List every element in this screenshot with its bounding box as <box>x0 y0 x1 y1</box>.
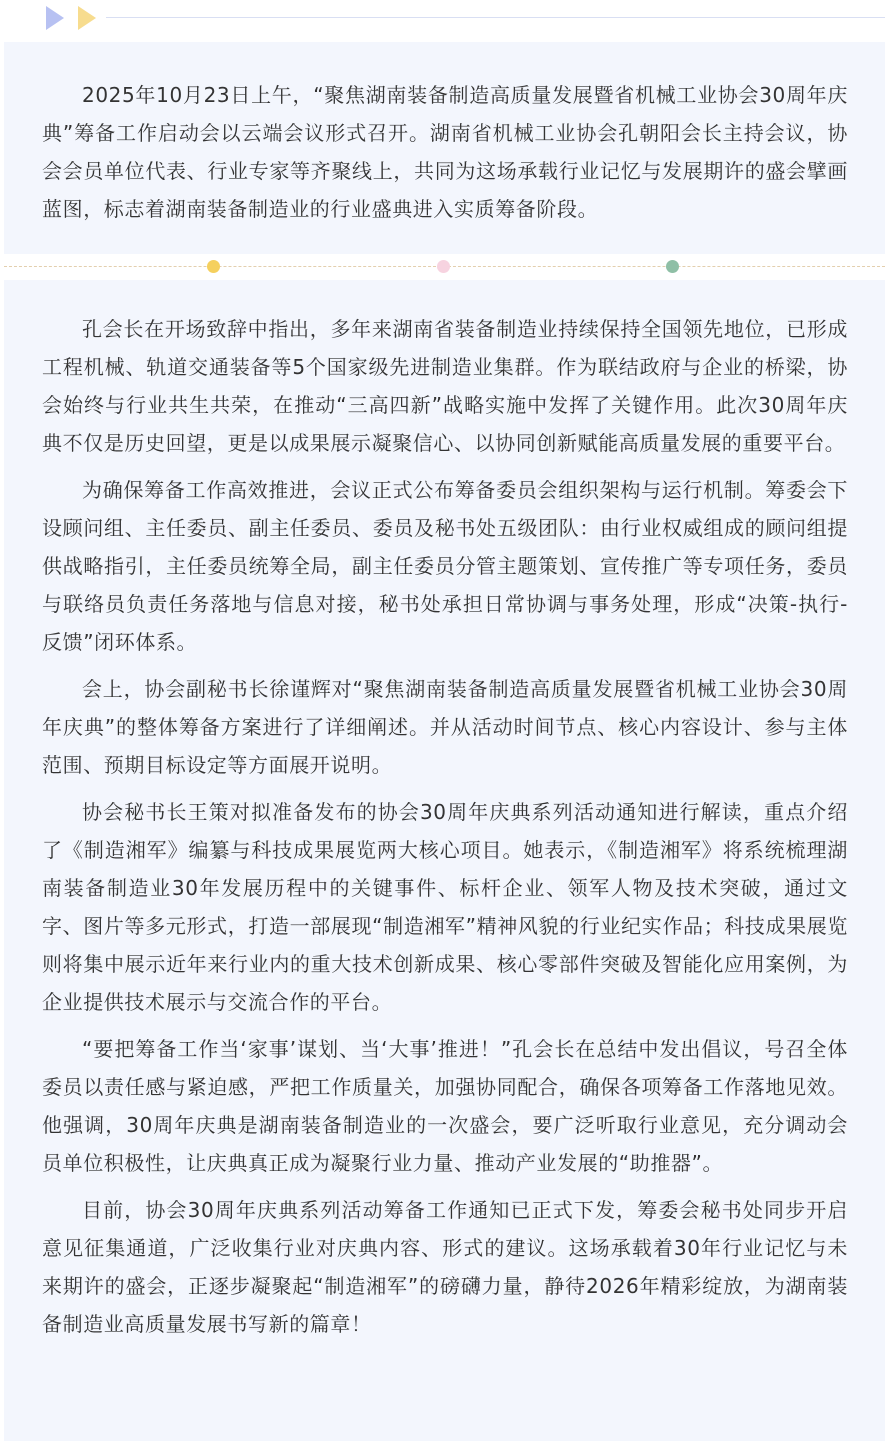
body-paragraph: 为确保筹备工作高效推进，会议正式公布筹备委员会组织架构与运行机制。筹委会下设顾问组、主任委员、副主任委员、委员及秘书处五级团队：由行业权威组成的顾问组提供战略指引，主任委员统筹全局，副主任委员分管主题策划、宣传推广等专项任务，委员与联络员负责任务落地与信息对接，秘书处承担日常协调与事务处理，形成“决策-执行-反馈”闭环体系。 <box>42 478 848 654</box>
body-paragraph: 目前，协会30周年庆典系列活动筹备工作通知已正式下发，筹委会秘书处同步开启意见征集通道，广泛收集行业对庆典内容、形式的建议。这场承载着30年行业记忆与未来期许的盛会，正逐步凝聚起“制造湘军”的磅礴力量，静待2026年精彩绽放，为湖南装备制造业高质量发展书写新的篇章！ <box>42 1198 848 1336</box>
play-arrow-icon <box>78 6 96 30</box>
intro-card <box>4 42 885 254</box>
intro-paragraph: 2025年10月23日上午，“聚焦湖南装备制造高质量发展暨省机械工业协会30周年庆典”筹备工作启动会以云端会议形式召开。湖南省机械工业协会孔朝阳会长主持会议，协会会员单位代表、行业专家等齐聚线上，共同为这场承载行业记忆与发展期许的盛会擘画蓝图，标志着湖南装备制造业的行业盛典进入实质筹备阶段。 <box>42 83 848 221</box>
body-paragraph: 孔会长在开场致辞中指出，多年来湖南省装备制造业持续保持全国领先地位，已形成工程机械、轨道交通装备等5个国家级先进制造业集群。作为联结政府与企业的桥梁，协会始终与行业共生共荣，在推动“三高四新”战略实施中发挥了关键作用。此次30周年庆典不仅是历史回望，更是以成果展示凝聚信心、以协同创新赋能高质量发展的重要平台。 <box>42 317 848 455</box>
body-card <box>4 280 885 1441</box>
yellow-dot-icon <box>207 260 220 273</box>
body-text <box>42 310 848 1352</box>
header-decoration <box>0 0 889 40</box>
header-divider-line <box>106 17 885 18</box>
pink-dot-icon <box>437 260 450 273</box>
body-paragraph: 协会秘书长王策对拟准备发布的协会30周年庆典系列活动通知进行解读，重点介绍了《制造湘军》编纂与科技成果展览两大核心项目。她表示，《制造湘军》将系统梳理湖南装备制造业30年发展历程中的关键事件、标杆企业、领军人物及技术突破，通过文字、图片等多元形式，打造一部展现“制造湘军”精神风貌的行业纪实作品；科技成果展览则将集中展示近年来行业内的重大技术创新成果、核心零部件突破及智能化应用案例，为企业提供技术展示与交流合作的平台。 <box>42 800 848 1014</box>
intro-text <box>42 76 848 228</box>
play-arrow-icon <box>46 6 64 30</box>
body-paragraph: “要把筹备工作当‘家事’谋划、当‘大事’推进！”孔会长在总结中发出倡议，号召全体委员以责任感与紧迫感，严把工作质量关，加强协同配合，确保各项筹备工作落地见效。他强调，30周年庆典是湖南装备制造业的一次盛会，要广泛听取行业意见，充分调动会员单位积极性，让庆典真正成为凝聚行业力量、推动产业发展的“助推器”。 <box>42 1037 848 1175</box>
body-paragraph: 会上，协会副秘书长徐谨辉对“聚焦湖南装备制造高质量发展暨省机械工业协会30周年庆典”的整体筹备方案进行了详细阐述。并从活动时间节点、核心内容设计、参与主体范围、预期目标设定等方面展开说明。 <box>42 677 848 777</box>
section-divider <box>0 259 889 275</box>
green-dot-icon <box>666 260 679 273</box>
